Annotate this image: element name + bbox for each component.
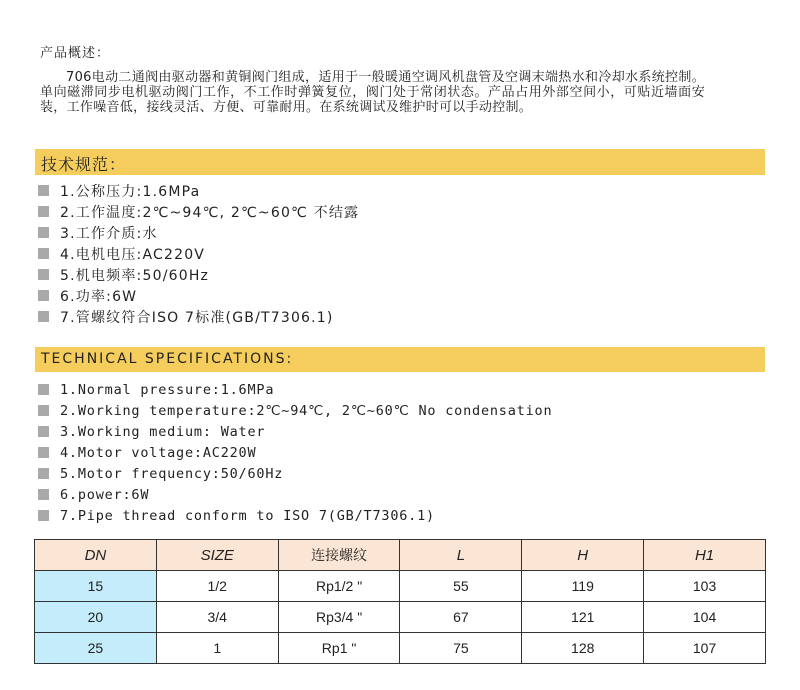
spec-text: 5.机电频率:50/60Hz — [60, 267, 210, 284]
square-bullet-icon — [38, 510, 49, 521]
list-item — [38, 442, 552, 463]
list-item — [38, 505, 552, 526]
specs-en-header-band — [35, 347, 765, 372]
header-dn: DN — [35, 540, 157, 571]
spec-text: 7.Pipe thread conform to ISO 7(GB/T7306.1) — [60, 507, 435, 524]
square-bullet-icon — [38, 405, 49, 416]
spec-text: 4.电机电压:AC220V — [60, 246, 206, 263]
square-bullet-icon — [38, 489, 49, 500]
table-row — [35, 633, 766, 664]
spec-text: 2.工作温度:2℃~94℃, 2℃~60℃ 不结露 — [60, 204, 360, 221]
list-item — [38, 463, 552, 484]
overview-body: 706电动二通阀由驱动器和黄铜阀门组成，适用于一般暖通空调风机盘管及空调末端热水和冷却水系统控制。单向磁滞同步电机驱动阀门工作，不工作时弹簧复位，阀门处于常闭状态。产品占用外部空间小，可贴近墙面安装，工作噪音低，接线灵活、方便、可靠耐用。在系统调试及维护时可以手动控制。 — [40, 70, 705, 115]
cell-h1: 103 — [644, 571, 766, 602]
square-bullet-icon — [38, 384, 49, 395]
list-item — [38, 285, 359, 306]
spec-text: 6.power:6W — [60, 486, 150, 503]
specs-cn-list — [38, 180, 359, 327]
cell-thread: Rp1/2 " — [278, 571, 400, 602]
square-bullet-icon — [38, 269, 49, 280]
spec-text: 3.工作介质:水 — [60, 225, 158, 242]
square-bullet-icon — [38, 206, 49, 217]
square-bullet-icon — [38, 447, 49, 458]
specs-en-list — [38, 379, 552, 526]
square-bullet-icon — [38, 426, 49, 437]
list-item — [38, 421, 552, 442]
specs-cn-title: 技术规范： — [41, 155, 127, 174]
list-item — [38, 400, 552, 421]
cell-dn: 25 — [35, 633, 157, 664]
cell-l: 67 — [400, 602, 522, 633]
spec-text: 7.管螺纹符合ISO 7标准(GB/T7306.1) — [60, 309, 334, 326]
cell-h1: 107 — [644, 633, 766, 664]
specs-cn-header-band — [35, 149, 765, 175]
spec-text: 3.Working medium: Water — [60, 423, 266, 440]
list-item — [38, 201, 359, 222]
cell-h: 128 — [522, 633, 644, 664]
cell-h: 119 — [522, 571, 644, 602]
header-size: SIZE — [156, 540, 278, 571]
square-bullet-icon — [38, 311, 49, 322]
square-bullet-icon — [38, 185, 49, 196]
header-thread: 连接螺纹 — [278, 540, 400, 571]
square-bullet-icon — [38, 468, 49, 479]
header-h1: H1 — [644, 540, 766, 571]
list-item — [38, 264, 359, 285]
cell-l: 75 — [400, 633, 522, 664]
cell-h: 121 — [522, 602, 644, 633]
cell-dn: 15 — [35, 571, 157, 602]
table-row — [35, 602, 766, 633]
spec-text: 1.Normal pressure:1.6MPa — [60, 381, 275, 398]
square-bullet-icon — [38, 227, 49, 238]
cell-thread: Rp1 " — [278, 633, 400, 664]
spec-text: 4.Motor voltage:AC220W — [60, 444, 257, 461]
list-item — [38, 222, 359, 243]
cell-l: 55 — [400, 571, 522, 602]
list-item — [38, 379, 552, 400]
table-row — [35, 571, 766, 602]
overview-title: 产品概述： — [40, 46, 111, 61]
cell-h1: 104 — [644, 602, 766, 633]
list-item — [38, 180, 359, 201]
cell-size: 1/2 — [156, 571, 278, 602]
spec-text: 5.Motor frequency:50/60Hz — [60, 465, 284, 482]
square-bullet-icon — [38, 248, 49, 259]
cell-size: 3/4 — [156, 602, 278, 633]
specs-en-title: TECHNICAL SPECIFICATIONS: — [41, 351, 294, 367]
cell-dn: 20 — [35, 602, 157, 633]
spec-text: 2.Working temperature:2℃~94℃, 2℃~60℃ No condensation — [60, 402, 553, 419]
spec-text: 6.功率:6W — [60, 288, 138, 305]
header-h: H — [522, 540, 644, 571]
dimensions-table — [34, 539, 766, 664]
table-header-row — [35, 540, 766, 571]
square-bullet-icon — [38, 290, 49, 301]
header-l: L — [400, 540, 522, 571]
list-item — [38, 243, 359, 264]
cell-size: 1 — [156, 633, 278, 664]
cell-thread: Rp3/4 " — [278, 602, 400, 633]
list-item — [38, 484, 552, 505]
list-item — [38, 306, 359, 327]
spec-text: 1.公称压力:1.6MPa — [60, 183, 201, 200]
